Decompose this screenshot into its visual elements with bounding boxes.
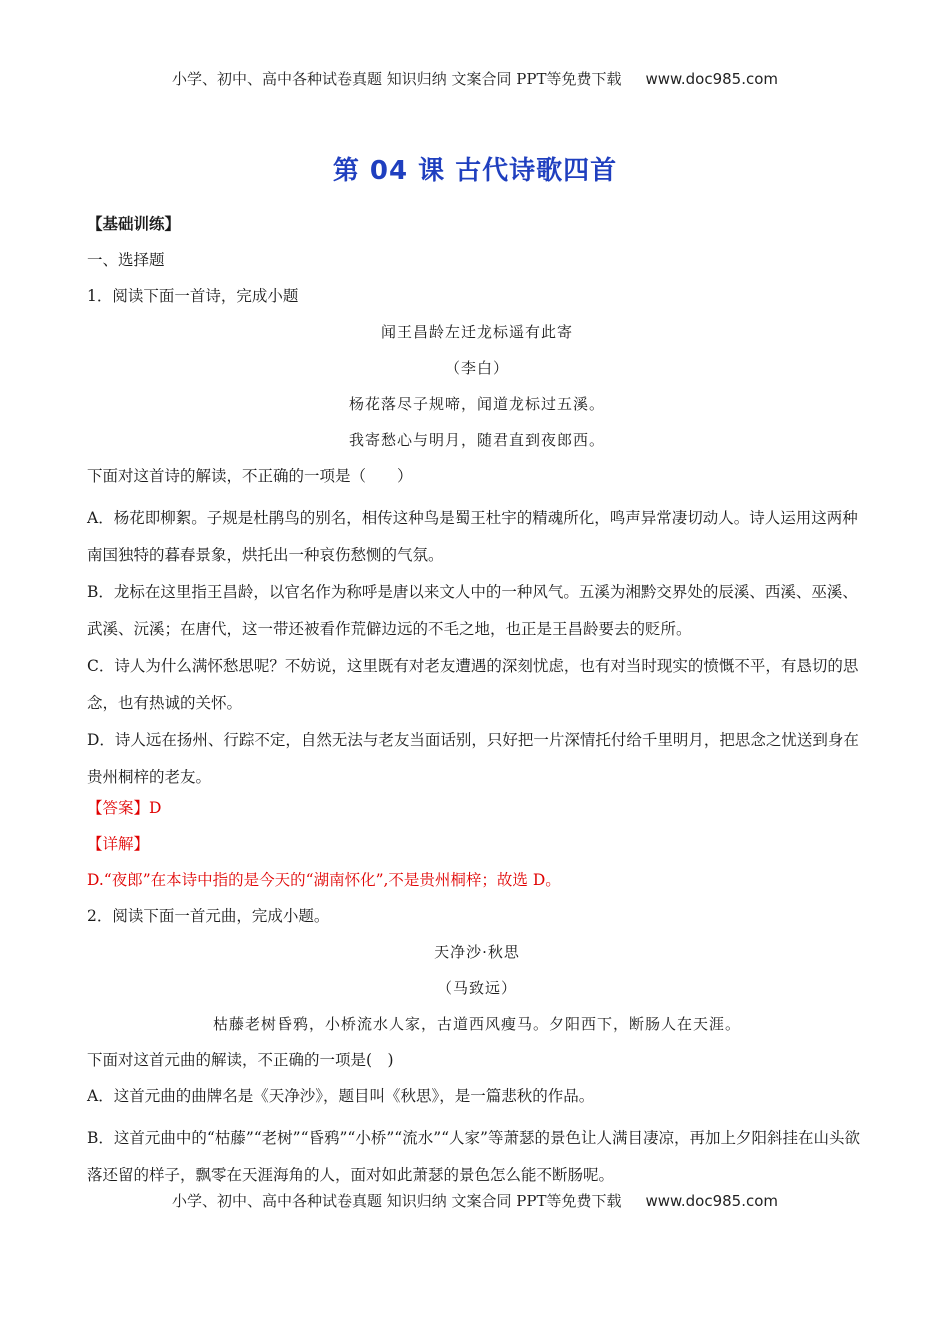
q2-poem-line1: 枯藤老树昏鸦，小桥流水人家，古道西风瘦马。夕阳西下，断肠人在天涯。	[212, 1015, 741, 1033]
page-footer	[0, 1190, 950, 1211]
page-header	[0, 68, 950, 89]
q1-poem-line1: 杨花落尽子规啼，闻道龙标过五溪。	[348, 395, 605, 413]
answer-value: D	[149, 799, 162, 817]
section-type: 一、选择题	[87, 251, 165, 269]
section-tag: 【基础训练】	[87, 214, 181, 233]
q1-poem-author: （李白）	[444, 359, 509, 377]
q2-poem-author: （马致远）	[436, 979, 517, 997]
q2-option-a: A．这首元曲的曲牌名是《天净沙》，题目叫《秋思》，是一篇悲秋的作品。	[87, 1087, 595, 1105]
q1-option-c: C．诗人为什么满怀愁思呢？不妨说，这里既有对老友遭遇的深刻忧虑，也有对当时现实的愤慨不平，有恳切的思念，也有热诚的关怀。	[87, 657, 859, 712]
q2-question: 下面对这首元曲的解读，不正确的一项是( )	[87, 1051, 394, 1069]
q1-question: 下面对这首诗的解读，不正确的一项是（ ）	[87, 467, 413, 485]
header-site-link[interactable]: www.doc985.com	[645, 70, 779, 88]
q1-stem: 1．阅读下面一首诗，完成小题	[87, 287, 299, 305]
q2-poem-title: 天净沙·秋思	[434, 943, 520, 961]
page-title: 第 04 课 古代诗歌四首	[332, 156, 618, 186]
q2-stem: 2．阅读下面一首元曲，完成小题。	[87, 907, 330, 925]
q2-option-b: B．这首元曲中的“枯藤”“老树”“昏鸦”“小桥”“流水”“人家”等萧瑟的景色让人满目凄凉，再加上夕阳斜挂在山头欲落还留的样子，飘零在天涯海角的人，面对如此萧瑟的景色怎么能不断肠呢。	[87, 1129, 860, 1184]
document-body	[87, 212, 867, 1194]
q1-detail-label: 【详解】	[87, 835, 150, 853]
q1-poem-title: 闻王昌龄左迁龙标遥有此寄	[380, 323, 573, 341]
header-text: 小学、初中、高中各种试卷真题 知识归纳 文案合同 PPT等免费下载	[171, 70, 622, 88]
q1-option-b: B．龙标在这里指王昌龄，以官名作为称呼是唐以来文人中的一种风气。五溪为湘黔交界处的辰溪、西溪、巫溪、武溪、沅溪；在唐代，这一带还被看作荒僻边远的不毛之地，也正是王昌龄要去的贬所。	[87, 583, 858, 638]
footer-text: 小学、初中、高中各种试卷真题 知识归纳 文案合同 PPT等免费下载	[171, 1192, 622, 1210]
q1-option-d: D．诗人远在扬州、行踪不定，自然无法与老友当面话别，只好把一片深情托付给千里明月，把思念之忧送到身在贵州桐梓的老友。	[87, 731, 859, 786]
q1-poem-line2: 我寄愁心与明月，随君直到夜郎西。	[348, 431, 605, 449]
q1-option-a: A．杨花即柳絮。子规是杜鹃鸟的别名，相传这种鸟是蜀王杜宇的精魂所化，鸣声异常凄切动人。诗人运用这两种南国独特的暮春景象，烘托出一种哀伤愁恻的气氛。	[87, 509, 858, 564]
q1-detail-text: D.“夜郎”在本诗中指的是今天的“湖南怀化”,不是贵州桐梓；故选 D。	[87, 871, 561, 889]
q1-answer	[87, 796, 867, 822]
footer-site-link[interactable]: www.doc985.com	[645, 1192, 779, 1210]
answer-label: 【答案】	[87, 799, 150, 817]
